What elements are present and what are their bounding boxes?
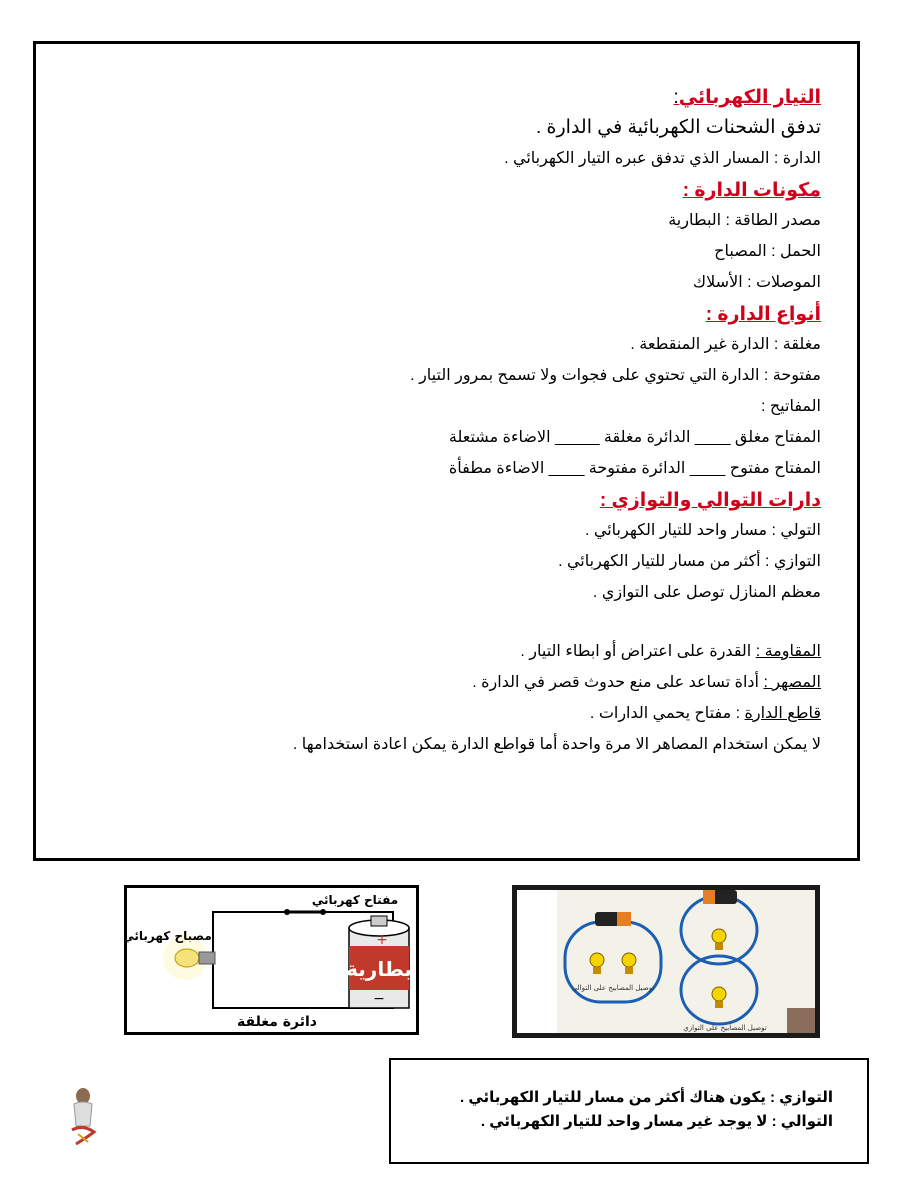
fuse-definition: المصهر : أداة تساعد على منع حدوث قصر في الدارة .	[472, 674, 821, 691]
open-circuit-definition: مفتوحة : الدارة التي تحتوي على فجوات ولا تسمح بمرور التيار .	[410, 367, 821, 384]
circuit-breaker-definition: قاطع الدارة : مفتاح يحمي الدارات .	[589, 705, 821, 722]
circuit-definition: الدارة : المسار الذي تدفق عبره التيار الكهربائي .	[504, 150, 821, 167]
heading-circuit-components: مكونات الدارة :	[682, 180, 821, 201]
component-energy-source: مصدر الطاقة : البطارية	[668, 212, 821, 229]
lamp-label: مصباح كهربائي	[127, 929, 212, 943]
fuse-vs-breaker-note: لا يمكن استخدام المصاهر الا مرة واحدة أما قواطع الدارة يمكن اعادة استخدامها .	[292, 736, 821, 753]
component-conductors: الموصلات : الأسلاك	[692, 274, 821, 291]
photo-corner	[787, 1008, 815, 1033]
parallel-definition: التوازي : أكثر من مسار للتيار الكهربائي .	[558, 553, 821, 570]
heading-circuit-types: أنواع الدارة :	[705, 304, 821, 325]
spacer	[81, 611, 821, 639]
notes-content	[81, 84, 821, 763]
current-definition: تدفق الشحنات الكهربائية في الدارة .	[535, 117, 821, 138]
parallel-battery-icon	[703, 890, 737, 904]
image-margin	[517, 890, 557, 1033]
parallel-caption: توصيل المصابيح على التوازي	[683, 1024, 767, 1032]
closed-circuit-image	[124, 885, 419, 1035]
summary-parallel: التوازي : يكون هناك أكثر من مسار للتيار الكهربائي .	[460, 1089, 833, 1106]
heading-series-parallel: دارات التوالي والتوازي :	[599, 490, 821, 511]
closed-circuit-definition: مغلقة : الدارة غير المنقطعة .	[630, 336, 821, 353]
closed-circuit-diagram	[127, 888, 416, 1032]
switch-open-line: المفتاح مفتوح ____ الدائرة مفتوحة ____ الاضاءة مطفأة	[448, 460, 821, 477]
summary-series: التوالي : لا يوجد غير مسار واحد للتيار الكهربائي .	[480, 1113, 833, 1130]
battery-label: بطارية	[346, 957, 412, 981]
homes-parallel-note: معظم المنازل توصل على التوازي .	[592, 584, 821, 601]
closed-circuit-caption: دائرة مغلقة	[237, 1014, 317, 1030]
logo-icon	[66, 1086, 100, 1148]
series-parallel-diagram	[517, 890, 815, 1033]
series-parallel-image	[512, 885, 820, 1038]
switches-label: المفاتيح :	[760, 398, 821, 415]
resistance-definition: المقاومة : القدرة على اعتراض أو ابطاء التيار .	[520, 643, 821, 660]
heading-electric-current: التيار الكهربائي:	[673, 87, 821, 108]
logo	[66, 1086, 100, 1148]
component-load: الحمل : المصباح	[714, 243, 821, 260]
switch-closed-line: المفتاح مغلق ____ الدائرة مغلقة _____ الاضاءة مشتعلة	[448, 429, 821, 446]
summary-note-box	[389, 1058, 869, 1164]
battery-plus-label: +	[376, 932, 388, 948]
notes-box	[33, 41, 860, 861]
switch-label: مفتاح كهربائي	[311, 893, 399, 907]
series-definition: التولي : مسار واحد للتيار الكهربائي .	[585, 522, 821, 539]
series-battery-icon	[595, 912, 631, 926]
battery-minus-label: −	[373, 991, 385, 1007]
series-caption: توصيل المصابيح على التوالي	[571, 984, 655, 992]
